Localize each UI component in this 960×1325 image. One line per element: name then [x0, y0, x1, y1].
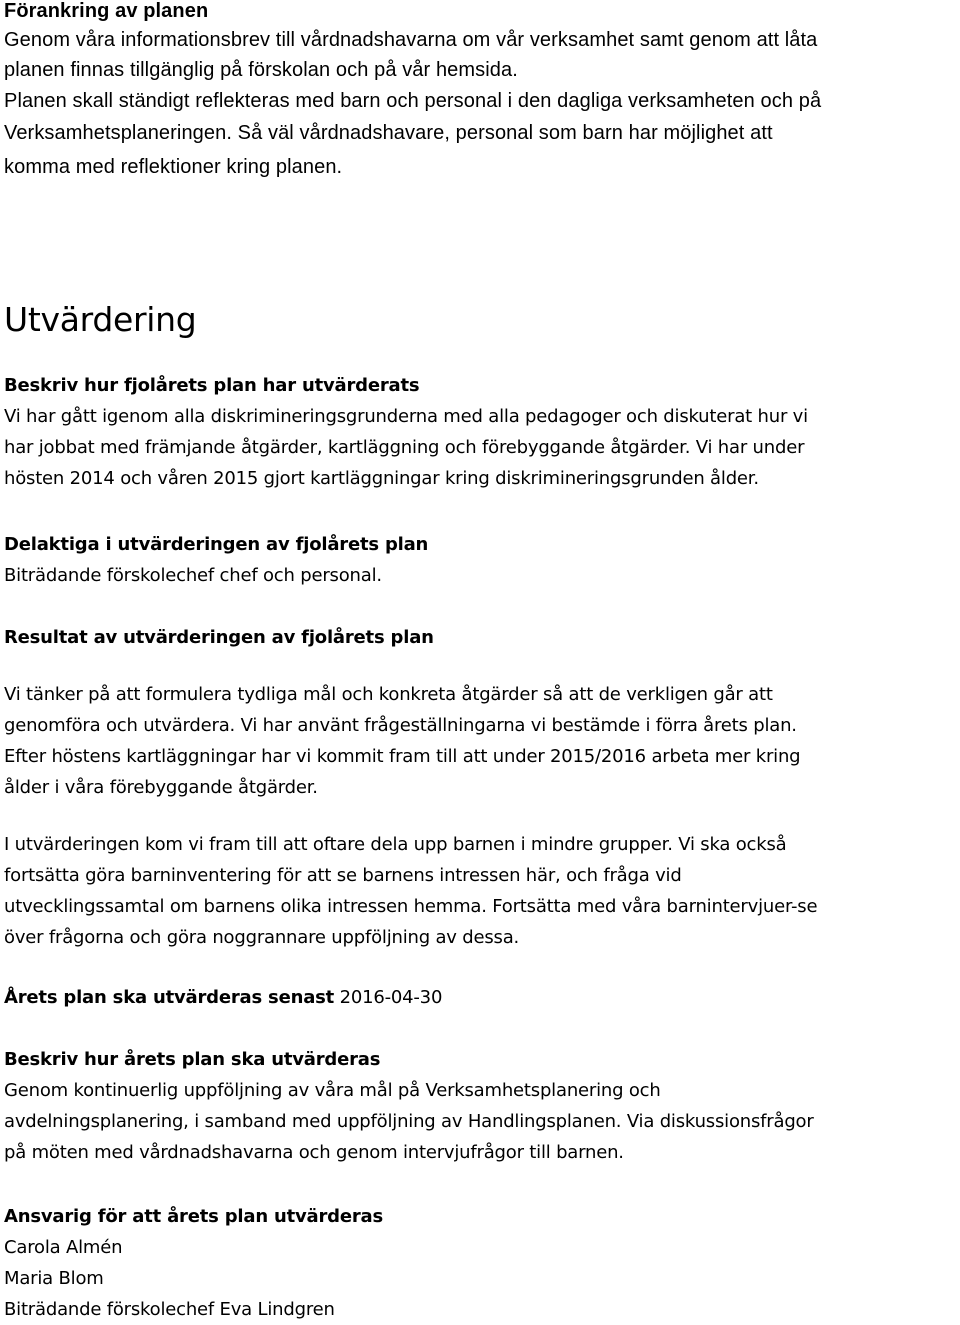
deadline-label: Årets plan ska utvärderas senast: [4, 987, 335, 1008]
this-year-line-3: på möten med vårdnadshavarna och genom intervjufrågor till barnen.: [4, 1142, 624, 1163]
evaluation-title: Utvärdering: [4, 300, 197, 339]
last-year-evaluation-section: [4, 370, 808, 494]
results-p1-line-1: Vi tänker på att formulera tydliga mål och konkreta åtgärder så att de verkligen går att: [4, 684, 773, 705]
anchoring-line-1: Genom våra informationsbrev till vårdnadshavarna om vår verksamhet samt genom att låta: [4, 29, 818, 51]
results-p2-line-4: över frågorna och göra noggrannare uppföljning av dessa.: [4, 927, 520, 948]
results-heading: Resultat av utvärderingen av fjolårets plan: [4, 627, 434, 648]
anchoring-heading: Förankring av planen: [4, 0, 209, 22]
responsible-name-1: Carola Almén: [4, 1237, 123, 1258]
results-p1-line-4: ålder i våra förebyggande åtgärder.: [4, 777, 318, 798]
responsible-name-2: Maria Blom: [4, 1268, 104, 1289]
results-p2-line-1: I utvärderingen kom vi fram till att oftare dela upp barnen i mindre grupper. Vi ska också: [4, 834, 787, 855]
results-p2-line-2: fortsätta göra barninventering för att se barnens intressen här, och fråga vid: [4, 865, 682, 886]
this-year-line-1: Genom kontinuerlig uppföljning av våra mål på Verksamhetsplanering och: [4, 1080, 661, 1101]
results-p2-line-3: utvecklingssamtal om barnens olika intressen hemma. Fortsätta med våra barnintervjuer-se: [4, 896, 818, 917]
anchoring-line-5: komma med reflektioner kring planen.: [4, 156, 343, 178]
deadline-date: 2016-04-30: [334, 987, 443, 1008]
results-p1-line-2: genomföra och utvärdera. Vi har använt frågeställningarna vi bestämde i förra årets plan.: [4, 715, 797, 736]
participants-heading: Delaktiga i utvärderingen av fjolårets plan: [4, 534, 429, 555]
responsible-name-3: Biträdande förskolechef Eva Lindgren: [4, 1299, 335, 1320]
results-section: [4, 622, 817, 953]
last-year-heading: Beskriv hur fjolårets plan har utvärderats: [4, 375, 420, 396]
deadline-line: [4, 982, 442, 1013]
last-year-line-1: Vi har gått igenom alla diskrimineringsgrunderna med alla pedagoger och diskuterat hur vi: [4, 406, 808, 427]
anchoring-line-2: planen finnas tillgänglig på förskolan och på vår hemsida.: [4, 59, 518, 81]
anchoring-section: [4, 0, 821, 185]
responsible-heading: Ansvarig för att årets plan utvärderas: [4, 1206, 384, 1227]
results-p1-line-3: Efter höstens kartläggningar har vi kommit fram till att under 2015/2016 arbeta mer kring: [4, 746, 801, 767]
this-year-heading: Beskriv hur årets plan ska utvärderas: [4, 1049, 381, 1070]
participants-line-1: Biträdande förskolechef chef och personal.: [4, 565, 382, 586]
last-year-line-2: har jobbat med främjande åtgärder, kartläggning och förebyggande åtgärder. Vi har under: [4, 437, 805, 458]
responsible-section: [4, 1201, 383, 1325]
last-year-line-3: hösten 2014 och våren 2015 gjort kartläggningar kring diskrimineringsgrunden ålder.: [4, 468, 759, 489]
participants-section: [4, 529, 428, 591]
anchoring-line-4: Verksamhetsplaneringen. Så väl vårdnadshavare, personal som barn har möjlighet att: [4, 122, 773, 144]
this-year-line-2: avdelningsplanering, i samband med uppföljning av Handlingsplanen. Via diskussionsfrågor: [4, 1111, 814, 1132]
this-year-evaluation-section: [4, 1044, 814, 1168]
anchoring-line-3: Planen skall ständigt reflekteras med barn och personal i den dagliga verksamheten och på: [4, 90, 822, 112]
